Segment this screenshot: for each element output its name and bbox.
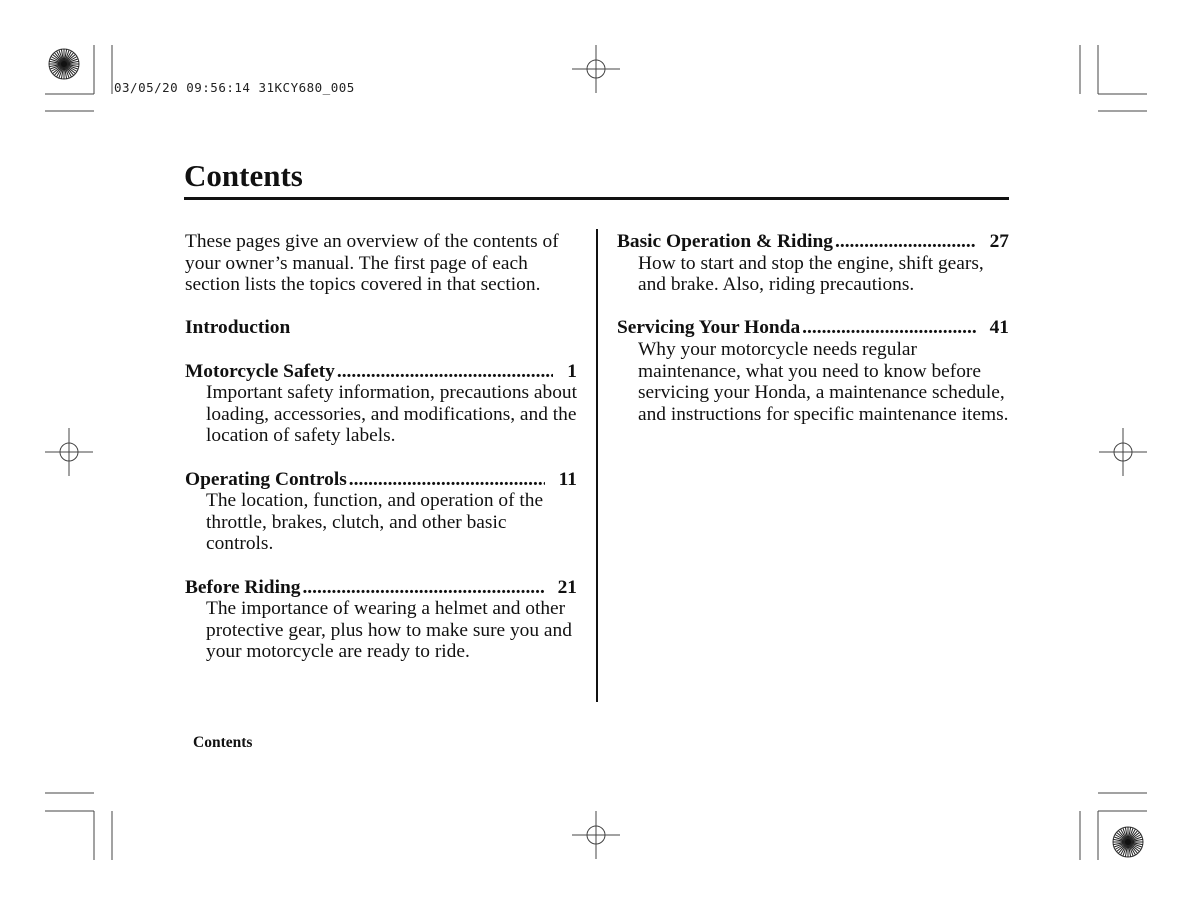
toc-entry-servicing-your-honda[interactable] [617, 317, 1009, 425]
print-timestamp: 03/05/20 09:56:14 31KCY680_005 [114, 80, 355, 95]
toc-entry-page: 1 [567, 360, 577, 382]
toc-entry-description: Why your motorcycle needs regular maintenance, what you need to know before servicing your Honda, a maintenance schedule, and instructions for specific maintenance items. [638, 338, 1009, 425]
toc-entry-page: 11 [558, 468, 577, 490]
toc-entry-title: Motorcycle Safety [185, 360, 335, 382]
dot-leader [349, 469, 545, 491]
toc-entry-operating-controls[interactable] [185, 469, 577, 555]
page-footer-label: Contents [193, 734, 253, 751]
dot-leader [337, 361, 553, 383]
contents-left-column [185, 231, 577, 663]
toc-entry-description: The location, function, and operation of the throttle, brakes, clutch, and other basic controls. [206, 490, 544, 555]
toc-entry-motorcycle-safety[interactable] [185, 361, 577, 447]
toc-entry-title: Before Riding [185, 576, 301, 598]
dot-leader [302, 577, 543, 599]
toc-entry-description: The importance of wearing a helmet and other protective gear, plus how to make sure you and your motorcycle are ready to ride. [206, 598, 572, 663]
toc-entry-page: 27 [989, 231, 1009, 252]
dot-leader [835, 231, 976, 253]
dot-leader [802, 317, 975, 339]
contents-right-column [617, 231, 1009, 425]
toc-entry-page: 21 [557, 576, 577, 598]
page-title: Contents [184, 158, 303, 193]
toc-entry-title: Basic Operation & Riding [617, 231, 834, 252]
starburst-target-icon [1113, 827, 1143, 857]
toc-entry-basic-operation-riding[interactable] [617, 231, 1009, 296]
toc-entry-before-riding[interactable] [185, 577, 577, 663]
title-rule [184, 197, 1009, 200]
toc-entry-title: Servicing Your Honda [617, 317, 801, 339]
toc-entry-title: Operating Controls [185, 468, 347, 490]
toc-entry-description: How to start and stop the engine, shift gears, and brake. Also, riding precautions. [638, 252, 984, 296]
toc-entry-description: Important safety information, precautions about loading, accessories, and modifications, and the location of safety labels. [206, 382, 578, 447]
column-divider [596, 229, 598, 702]
intro-paragraph: These pages give an overview of the contents of your owner’s manual. The first page of each section lists the topics covered in that section. [185, 231, 559, 296]
toc-entry-page: 41 [989, 317, 1009, 339]
starburst-target-icon [49, 49, 79, 79]
introduction-heading: Introduction [185, 317, 291, 339]
